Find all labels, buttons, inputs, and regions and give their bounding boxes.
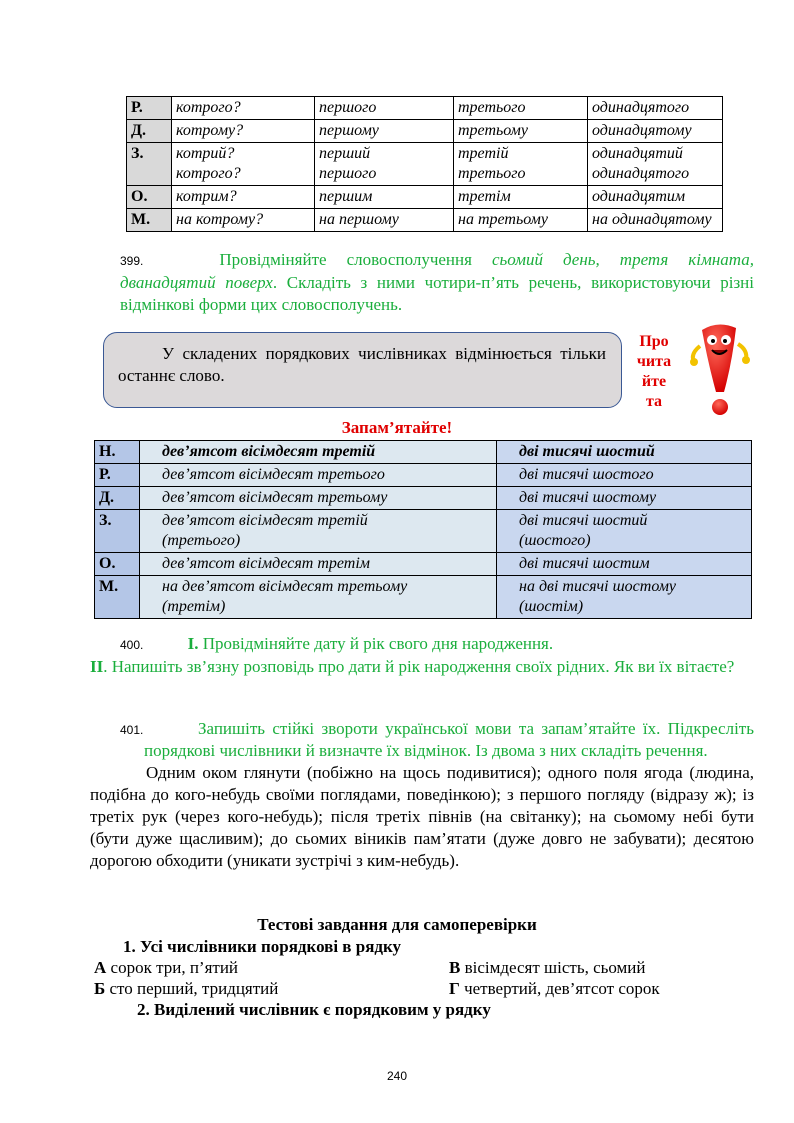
case-label: Д.: [127, 120, 172, 143]
table-cell: третього: [454, 97, 588, 120]
table-row: [95, 441, 752, 464]
test-question-2: 2. Виділений числівник є порядковим у рядку: [137, 1000, 491, 1019]
test-option-v: В вісімдесят шість, сьомий: [449, 958, 646, 977]
table-cell: котрий? котрого?: [172, 143, 315, 186]
page-number: 240: [386, 1069, 408, 1083]
test-option-b: Б сто перший, тридцятий: [94, 979, 279, 998]
exercise-number: 400.: [120, 638, 144, 652]
case-label: Д.: [95, 487, 140, 510]
table-cell: дев’ятсот вісімдесят третім: [140, 553, 497, 576]
test-option-h: Г четвертий, дев’ятсот сорок: [449, 979, 660, 998]
exercise-number: 401.: [120, 723, 144, 737]
table-cell: перший першого: [315, 143, 454, 186]
test-option-a: А сорок три, п’ятий: [94, 958, 239, 977]
case-label: З.: [127, 143, 172, 186]
table-cell: першого: [315, 97, 454, 120]
exercise-401-task: Запишіть стійкі звороти української мови та запам’ятайте їх. Підкресліть порядкові числівники й визначте їх відмінок. Із двома з них складіть речення.: [144, 719, 754, 760]
test-title: Тестові завдання для самоперевірки: [257, 915, 537, 934]
read-label: Про чита йте та: [636, 333, 672, 410]
table-row: [127, 209, 723, 232]
table-row: [95, 487, 752, 510]
table-cell: дві тисячі шостого: [497, 464, 752, 487]
table-row: [95, 553, 752, 576]
declension-table-2: [94, 440, 752, 619]
table-cell: першим: [315, 186, 454, 209]
table-cell: на першому: [315, 209, 454, 232]
exercise-401-body: Одним оком глянути (побіжно на щось подивитися); одного поля ягода (людина, подібна до кого-небудь своїми поглядами, поведінкою); з першого погляду (відразу ж); із третіх рук (через кого-небудь); після третіх півнів (на світанку); на сьомому небі бути (бути дуже щасливим); до сьомих віників пам’ятати (дуже довго не забувати); десятою дорогою обходити (уникати зустрічі з ким-небудь).: [90, 763, 754, 870]
table-cell: дві тисячі шостий (шостого): [497, 510, 752, 553]
declension-table-1: [126, 96, 723, 232]
case-label: М.: [95, 576, 140, 619]
table-cell: дев’ятсот вісімдесят третього: [140, 464, 497, 487]
table-cell: першому: [315, 120, 454, 143]
table-cell: на котрому?: [172, 209, 315, 232]
table-cell: одинадцятим: [588, 186, 723, 209]
exercise-399: 399. Провідміняйте словосполучення сьомий день, третя кімната, дванадцятий поверх. Складіть з ними чотири-п’ять речень, використовуючи різні відмінкові форми цих словосполучень.: [120, 250, 755, 314]
table-row: [127, 120, 723, 143]
table-cell: дві тисячі шостим: [497, 553, 752, 576]
table-row: [95, 510, 752, 553]
table-cell: третьому: [454, 120, 588, 143]
table-row: [127, 143, 723, 186]
exercise-401: [90, 718, 754, 872]
case-label: Р.: [127, 97, 172, 120]
rule-note-box: [103, 332, 622, 408]
table-cell: на дві тисячі шостому (шостім): [497, 576, 752, 619]
table-row: [95, 464, 752, 487]
table-cell: дев’ятсот вісімдесят третьому: [140, 487, 497, 510]
table-cell: дві тисячі шостому: [497, 487, 752, 510]
case-label: Н.: [95, 441, 140, 464]
table-row: [95, 576, 752, 619]
table-cell: котрим?: [172, 186, 315, 209]
table-row: [127, 97, 723, 120]
case-label: З.: [95, 510, 140, 553]
table-cell: одинадцятого: [588, 97, 723, 120]
case-label: М.: [127, 209, 172, 232]
exercise-number: 399.: [120, 254, 144, 268]
table-cell: третій третього: [454, 143, 588, 186]
remember-title: Запам’ятайте!: [341, 418, 453, 437]
table-cell: дев’ятсот вісімдесят третій (третього): [140, 510, 497, 553]
table-cell: дев’ятсот вісімдесят третій: [140, 441, 497, 464]
table-cell: одинадцятому: [588, 120, 723, 143]
table-row: [127, 186, 723, 209]
table-cell: котрому?: [172, 120, 315, 143]
table-cell: одинадцятий одинадцятого: [588, 143, 723, 186]
table-cell: на одинадцятому: [588, 209, 723, 232]
table-cell: дві тисячі шостий: [497, 441, 752, 464]
exercise-400: 400. І. Провідміняйте дату й рік свого дня народження. ІІ. Напишіть зв’язну розповідь про дати й рік народження своїх рідних. Як ви їх вітаєте?: [90, 634, 735, 676]
case-label: О.: [95, 553, 140, 576]
table-cell: котрого?: [172, 97, 315, 120]
table-cell: на третьому: [454, 209, 588, 232]
rule-note-text: У складених порядкових числівниках відмінюється тільки останнє слово.: [118, 344, 606, 385]
table-cell: на дев’ятсот вісімдесят третьому (третім): [140, 576, 497, 619]
test-question-1: 1. Усі числівники порядкові в рядку: [123, 937, 402, 956]
case-label: О.: [127, 186, 172, 209]
exclamation-mascot-icon: [688, 318, 756, 418]
case-label: Р.: [95, 464, 140, 487]
table-cell: третім: [454, 186, 588, 209]
